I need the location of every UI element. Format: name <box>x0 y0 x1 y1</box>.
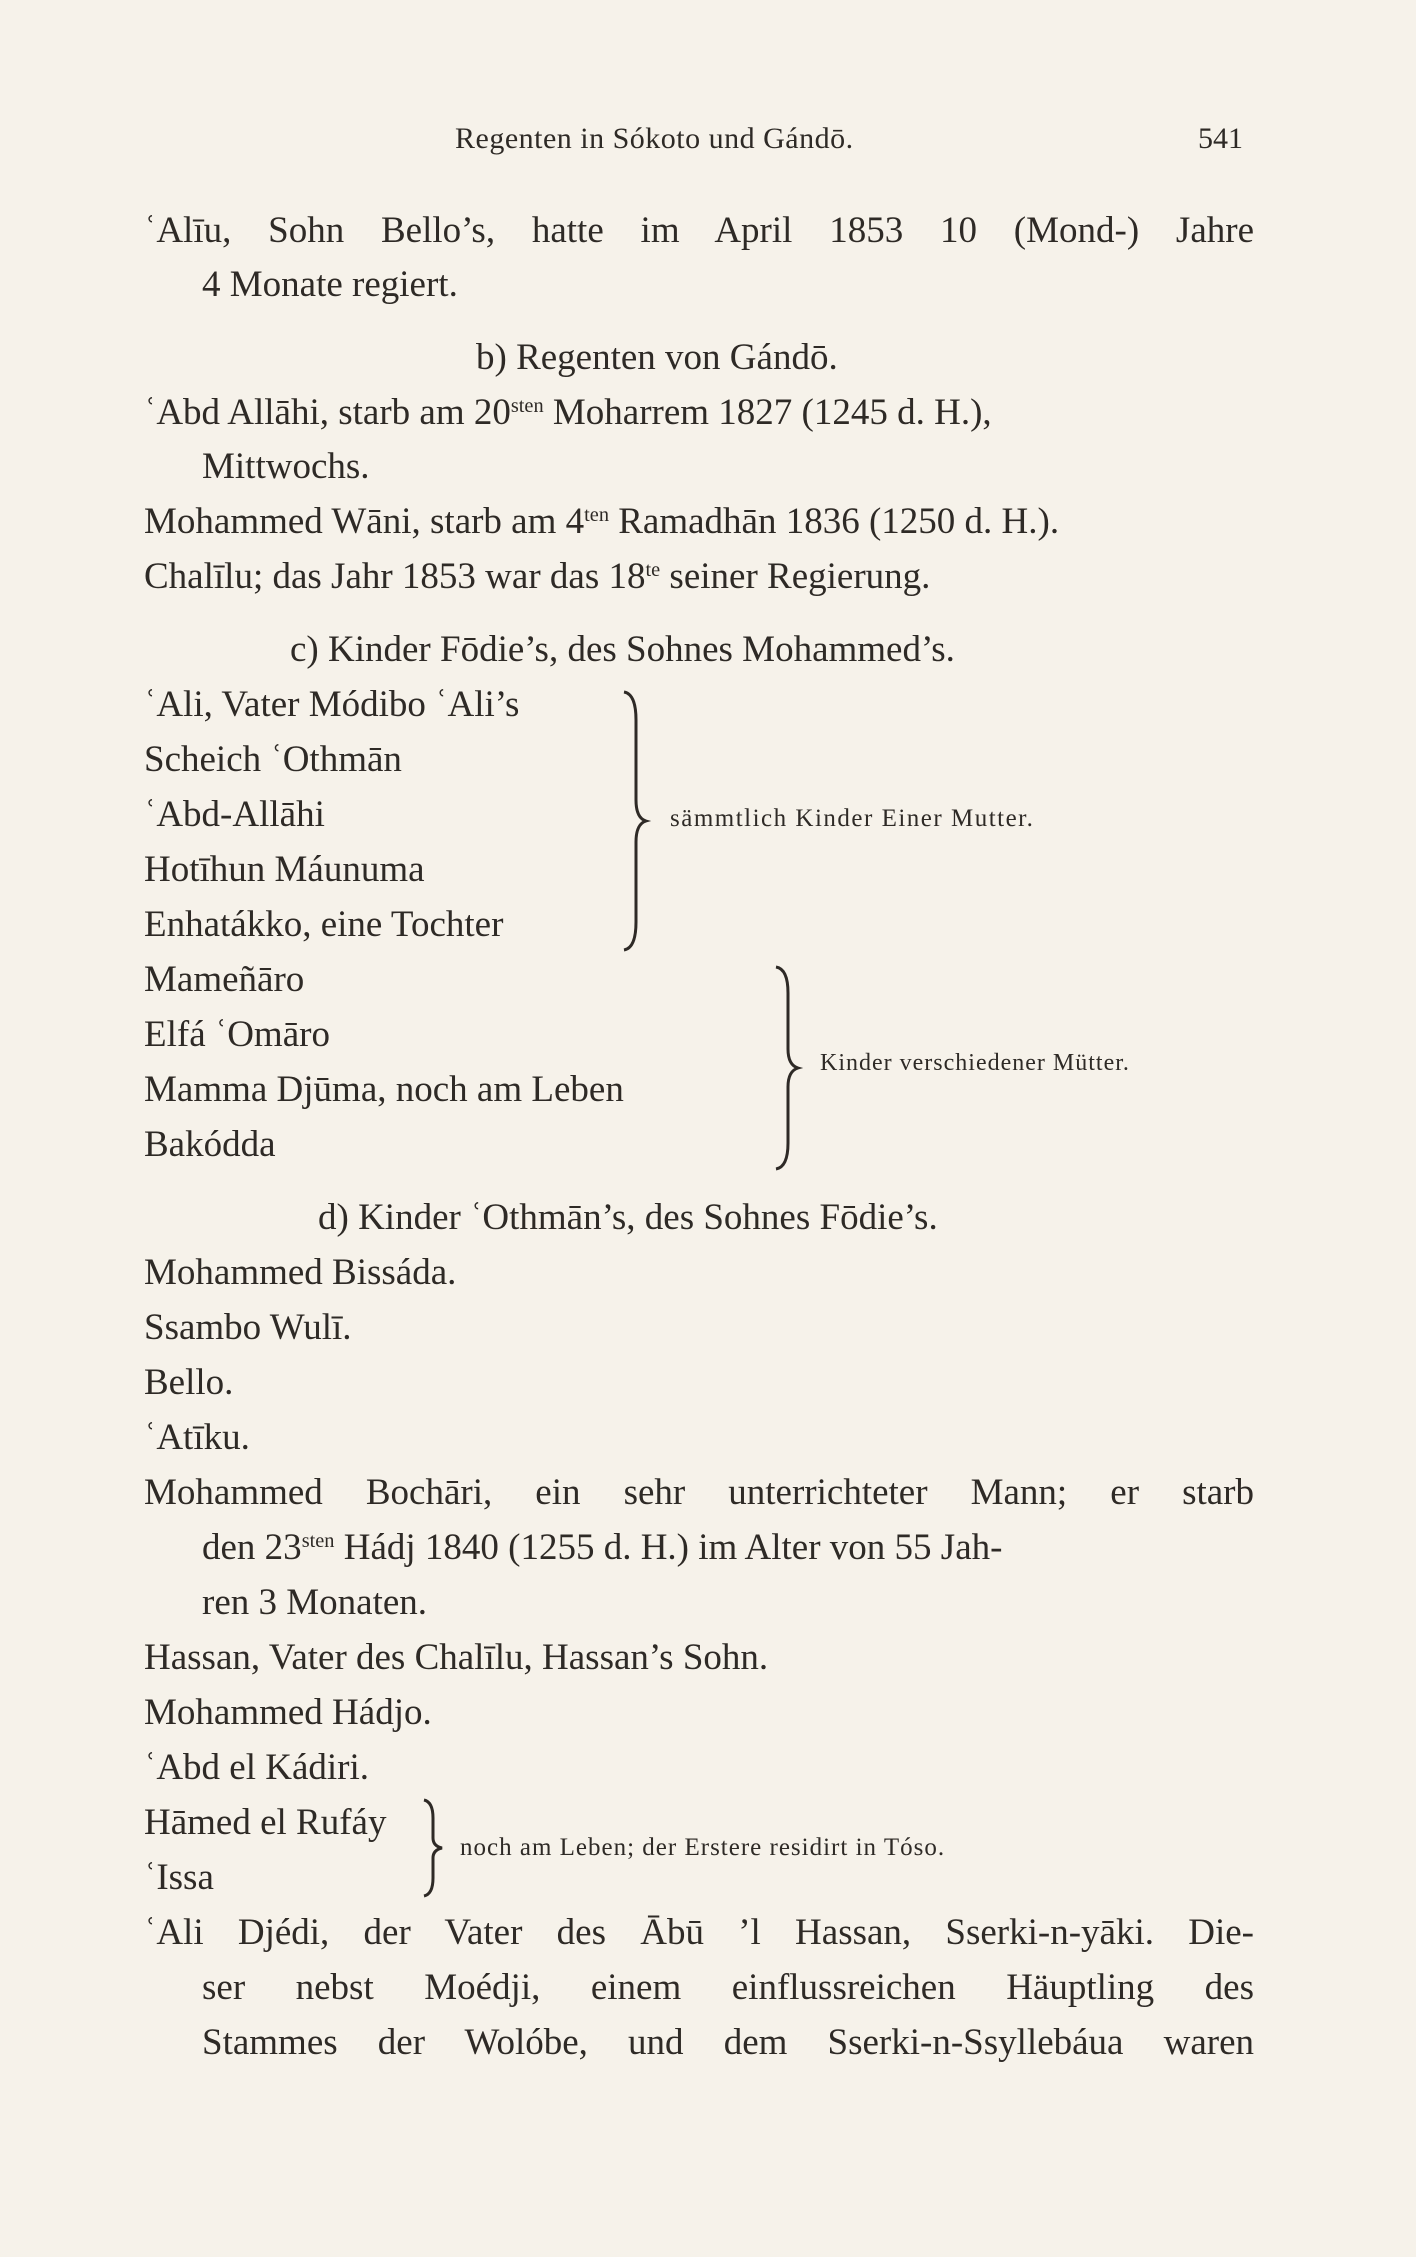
text-line <box>144 503 1059 540</box>
superscript: te <box>645 558 661 581</box>
text-line: 4 Monate regiert. <box>202 264 458 305</box>
text-part: den 23 <box>202 1527 302 1568</box>
section-heading-d: d) Kinder ʿOthmān’s, des Sohnes Fōdie’s. <box>318 1197 938 1238</box>
list-item: Enhatákko, eine Tochter <box>144 904 504 945</box>
superscript: ten <box>584 503 609 526</box>
list-item: Hotīhun Máunuma <box>144 849 425 890</box>
text-part: Hádj 1840 (1255 d. H.) im Alter von 55 Jah- <box>334 1527 1003 1568</box>
list-item: Scheich ʿOthmān <box>144 739 402 780</box>
text-segment <box>202 1529 1002 1566</box>
list-item: ʿIssa <box>144 1857 214 1898</box>
text-line <box>144 394 1254 431</box>
text-line: ren 3 Monaten. <box>202 1582 428 1623</box>
curly-brace <box>620 690 650 952</box>
text-part: ʿAbd Allāhi, starb am 20 <box>144 392 511 433</box>
section-heading-b: b) Regenten von Gándō. <box>476 337 838 378</box>
text-line <box>202 1529 1254 1566</box>
curly-brace <box>772 965 802 1171</box>
text-part: seiner Regierung. <box>660 556 931 597</box>
list-item: ʿAtīku. <box>144 1417 250 1458</box>
text-part: Ramadhān 1836 (1250 d. H.). <box>609 501 1060 542</box>
list-item: ʿAbd el Kádiri. <box>144 1747 370 1788</box>
superscript: sten <box>301 1529 335 1552</box>
list-item: Mohammed Hádjo. <box>144 1692 432 1733</box>
text-part: Moharrem 1827 (1245 d. H.), <box>543 392 992 433</box>
list-item: Mohammed Bissáda. <box>144 1252 457 1293</box>
running-header: Regenten in Sókoto und Gándō. <box>455 122 854 155</box>
list-item: Hāmed el Rufáy <box>144 1802 387 1843</box>
text-line: ser nebst Moédji, einem einflussreichen Häuptling des <box>202 1967 1254 2008</box>
list-item: Elfá ʿOmāro <box>144 1014 330 1055</box>
brace-annotation: Kinder verschiedener Mütter. <box>820 1050 1130 1076</box>
text-part: Chalīlu; das Jahr 1853 war das 18 <box>144 556 646 597</box>
list-item: Mamma Djūma, noch am Leben <box>144 1069 624 1110</box>
list-item: ʿAbd-Allāhi <box>144 794 325 835</box>
text-line: Stammes der Wolóbe, und dem Sserki-n-Ssyllebáua waren <box>202 2022 1254 2063</box>
list-item: Mohammed Bochāri, ein sehr unterrichteter Mann; er starb <box>144 1472 1254 1513</box>
brace-annotation: sämmtlich Kinder Einer Mutter. <box>670 805 1035 832</box>
list-item: Ssambo Wulī. <box>144 1307 352 1348</box>
list-item: Hassan, Vater des Chalīlu, Hassan’s Sohn. <box>144 1637 769 1678</box>
curly-brace <box>420 1798 446 1898</box>
text-line: Mittwochs. <box>202 446 370 487</box>
text-line <box>144 558 930 595</box>
page-number: 541 <box>1198 122 1243 155</box>
superscript: sten <box>510 394 544 417</box>
section-heading-c: c) Kinder Fōdie’s, des Sohnes Mohammed’s. <box>290 629 955 670</box>
list-item: Mameñāro <box>144 959 305 1000</box>
text-line: ʿAlīu, Sohn Bello’s, hatte im April 1853 10 (Mond-) Jahre <box>144 210 1254 251</box>
list-item: ʿAli Djédi, der Vater des Ābū ’l Hassan, Sserki-n-yāki. Die- <box>144 1912 1254 1953</box>
brace-annotation: noch am Leben; der Erstere residirt in Tóso. <box>460 1834 946 1861</box>
text-segment <box>144 394 992 431</box>
list-item: Bakódda <box>144 1124 276 1165</box>
text-part: Mohammed Wāni, starb am 4 <box>144 501 585 542</box>
list-item: Bello. <box>144 1362 234 1403</box>
list-item: ʿAli, Vater Módibo ʿAli’s <box>144 684 520 725</box>
